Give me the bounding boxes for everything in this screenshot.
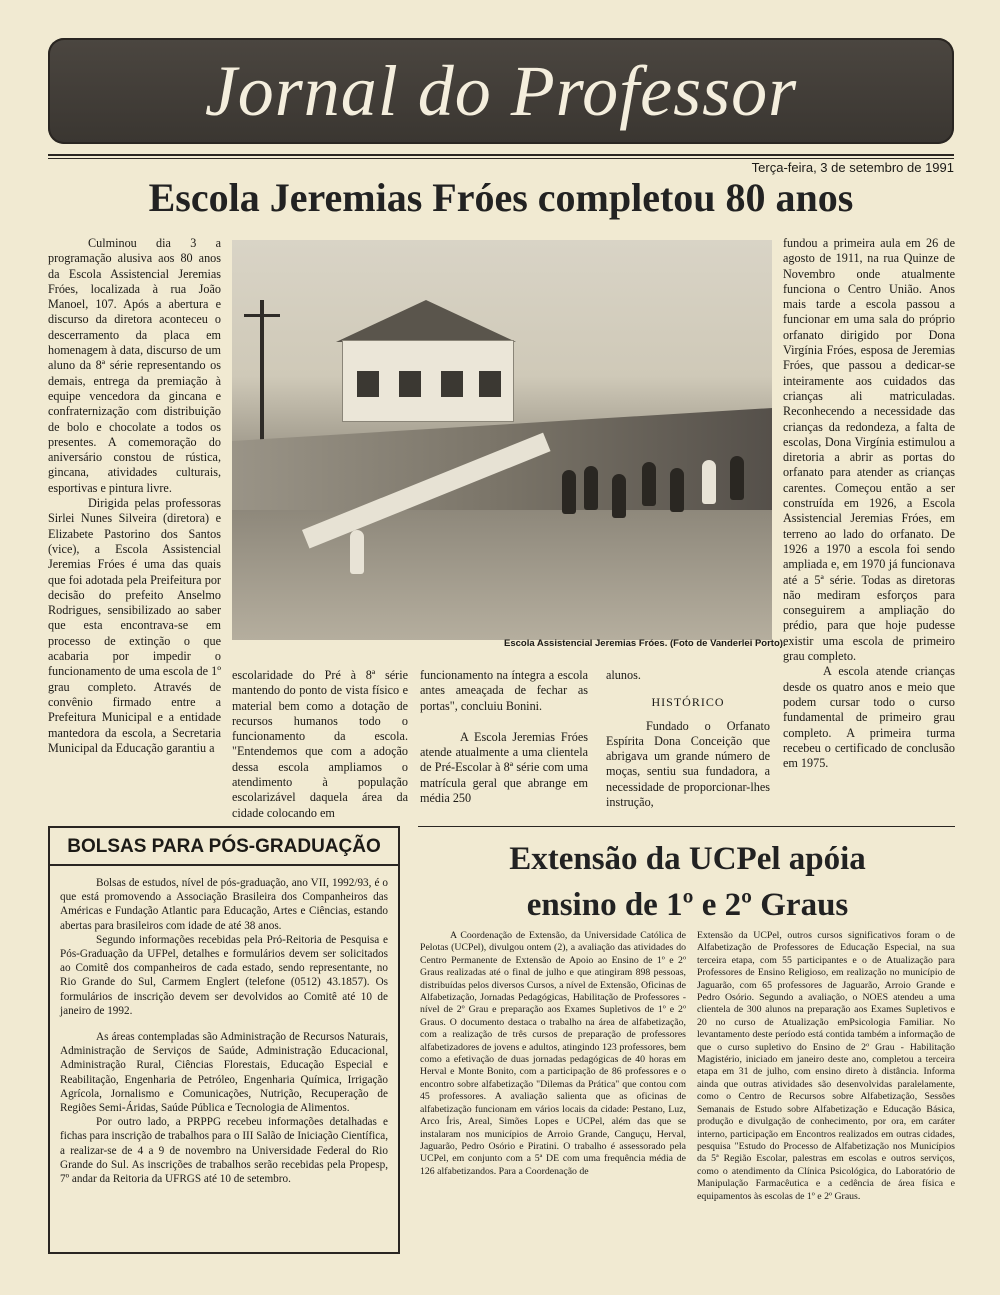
main-story-column-3 — [420, 668, 588, 806]
extensao-headline-line-1: Extensão da UCPel apóia — [509, 841, 866, 877]
extensao-column-1 — [420, 930, 686, 1178]
photo-person — [702, 460, 716, 504]
header-rule-thin — [48, 158, 954, 159]
main-story-column-4 — [606, 668, 770, 810]
paragraph: Fundado o Orfanato Espírita Dona Conceição que abrigava um grande número de moças, sentiu sua fundadora, a necessidade de proporcionar-lhes instrução, — [606, 718, 770, 810]
photo-pole — [260, 300, 264, 460]
main-headline: Escola Jeremias Fróes completou 80 anos — [148, 175, 854, 220]
photo-person — [612, 474, 626, 518]
main-story-column-5 — [783, 236, 955, 771]
photo-window — [357, 371, 379, 397]
masthead — [48, 38, 954, 144]
photo-person — [562, 470, 576, 514]
paragraph: funcionamento na íntegra a escola antes ameaçada de fechar as portas", concluiu Bonini. — [420, 668, 588, 713]
paragraph: fundou a primeira aula em 26 de agosto de 1911, na rua Quinze de Novembro onde atualmente funciona o Centro União. Anos mais tarde a escola passou a funcionar em uma sala do próprio orfanato dirigido por Dona Virgínia Fróes, esposa de Jeremias Fróes, que passou a dedicar-se inteiramente aos cuidados das crianças ali matriculadas. Reconhecendo a necessidade das crianças da redondeza, a falta de escolas, Dona Virgínia estimulou a diretoria a abrir as portas do orfanato para atender as crianças carentes. Começou então a ser construída em 1926, a Escola Assistencial Jeremias Fróes, em terreno ao lado do orfanato. De 1926 a 1970 a escola foi sendo ampliada e, em 1970 já funcionava até a 5ª série. Todas as diretoras não mediram esforços para conseguirem a ampliação do prédio, para que hoje pudesse existir uma escola de primeiro grau completo. — [783, 236, 955, 664]
photo-pole-arm — [244, 314, 280, 317]
photo-person — [584, 466, 598, 510]
paragraph: Extensão da UCPel, outros cursos significativos foram o de Alfabetização de Professores de Educação Especial, na sua terceira etapa, com 55 participantes e o de Atualização para Professores de Ensino Religioso, em realização no município de Jaguarão, com 65 professores de Jaguarão, Arroio Grande e Pedro Osório. Segundo a avaliação, o NOES atendeu a uma clientela de 300 alunos na preparação aos Exames Supletivos e 20 no curso de Atualização emPsicologia Familiar. No levantamento deste período está contida também a informação de que o curso supletivo do Ensino de 2º Grau - Habilitação Magistério, iniciado em janeiro deste ano, completou a terceira etapa em 31 de julho, com ensino direto à distância. Informa ainda que outras atividades são desenvolvidas paralelamente, como o Centro de Recursos sobre Alfabetização, Sessões Semanais de Estudo sobre Alfabetização e Educação Básica, produção e divulgação de conhecimento, por ora, em caráter interno, participação em Encontros realizados em outras cidades, pesquisa "Estudo do Processo de Alfabetização nos Municípios da 5ª Região Escolar, palestras em escolas e outros serviços, como o atendimento da Clínica Psicológica, do Laboratório de Manipulação Farmacêutica e a cedência de área física e equipamentos às escolas de 1º e 2º Graus. — [697, 930, 955, 1202]
photo-window — [441, 371, 463, 397]
main-story-column-1 — [48, 236, 221, 756]
photo-person — [730, 456, 744, 500]
paragraph: Segundo informações recebidas pela Pró-Reitoria de Pesquisa e Pós-Graduação da UFPel, detalhes e formulários devem ser solicitados ao Comitê dos companheiros de cada estado, sendo representante, no Rio Grande do Sul, Carmem Englert (telefone (0512) 43.1857). Os formulários de inscrição devem ser devolvidos ao Comitê até 10 de janeiro de 1992. — [60, 933, 388, 1017]
paragraph: Culminou dia 3 a programação alusiva aos 80 anos da Escola Assistencial Jeremias Fróes, localizada à rua João Manoel, 107. Após a abertura e discurso da diretora aconteceu o descerramento da placa em homenagem à data, discurso de um aluno da 8ª série representando os demais, entrega da premiação à equipe vencedora da gincana e confraternização com distribuição de bolo e chocolate a todos os presentes. A comemoração do aniversário constou de rústica, gincana, atividades culturais, esportivas e pintura livre. — [48, 236, 221, 495]
photo-person — [670, 468, 684, 512]
bolsas-box — [48, 826, 400, 1254]
paragraph: A Escola Jeremias Fróes atende atualmente a uma clientela de Pré-Escolar à 8ª série com uma matrícula geral que abrange em média 250 — [420, 729, 588, 806]
paragraph: Por outro lado, a PRPPG recebeu informações detalhadas e fichas para inscrição de trabalhos para o III Salão de Iniciação Científica, a realizar-se de 4 a 9 de novembro na Universidade Federal do Rio Grande do Sul. As inscrições de trabalhos serão recebidas pela Propesp, 7º andar da Reitoria da UFRGS até 10 de setembro. — [60, 1116, 389, 1186]
paragraph: A escola atende crianças desde os quatro anos e meio que podem cursar todo o curso fundamental de primeiro grau completo. A primeira turma recebeu o certificado de conclusão em 1975. — [783, 664, 955, 771]
photo-caption: Escola Assistencial Jeremias Fróes. (Foto de Vanderlei Porto). — [504, 638, 786, 649]
paragraph: alunos. — [606, 668, 641, 682]
photo-window — [399, 371, 421, 397]
paragraph: As áreas contempladas são Administração de Recursos Naturais, Administração de Serviços de Saúde, Administração Educacional, Administração Rural, Ciências Florestais, Educação Especial e Reabilitação, Engenharia de Petróleo, Engenharia Química, Irrigação Agrícola, Jornalismo e Comunicações, Nutrição, Recuperação de Regiões Semi-Áridas, Saúde Pública e Tecnologia de Alimentos. — [60, 1031, 388, 1115]
masthead-title: Jornal do Professor — [204, 50, 798, 131]
photo-window — [479, 371, 501, 397]
photo-person — [350, 530, 364, 574]
extensao-headline — [420, 836, 955, 928]
main-story-column-2 — [232, 668, 408, 821]
paragraph: Dirigida pelas professoras Sirlei Nunes Silveira (diretora) e Elizabete Pastorino dos Santos (vice), a Escola Assistencial Jeremias Fróes é uma das quais que foi adotada pela Preifeitura por decisão do prefeito Anselmo Rodrigues, sensibilizado ao saber que esta encontrava-se em processo de extinção o que acabaria por impedir o funcionamento de uma escola de 1º grau completo. Através de convênio firmado entre a Prefeitura Municipal e a entidade mantedora da escola, a Secretaria Municipal da Educação garantiu a — [48, 496, 221, 755]
paragraph: escolaridade do Pré à 8ª série mantendo do ponto de vista físico e material bem como a dotação de recursos humanos todo o funcionamento da escola. "Entendemos que com a adoção dessa escola ampliamos o atendimento à população escolarizável daquela área da cidade colocando em — [232, 668, 408, 820]
extensao-headline-line-2: ensino de 1º e 2º Graus — [526, 887, 849, 923]
paragraph: Bolsas de estudos, nível de pós-graduação, ano VII, 1992/93, é o que está promovendo a Associação Brasileira dos Companheiros das Américas e Fundação Atlantic para Educação, Artes e Ciências, estando abertas para brasileiros com idade de até 38 anos. — [60, 877, 388, 932]
section-subhead: HISTÓRICO — [651, 695, 725, 710]
photo-building — [342, 340, 514, 422]
photo-person — [642, 462, 656, 506]
header-rule — [48, 154, 954, 156]
section-rule — [418, 826, 955, 827]
paragraph: A Coordenação de Extensão, da Universidade Católica de Pelotas (UCPel), divulgou ontem (2), a avaliação das atividades do Centro Permanente de Extensão de Apoio ao Ensino de 1º e 2º Graus realizadas até o final de julho e que atingiram 898 pessoas, distribuídas pelos diversos Cursos, a nível de Extensão, Oficinas de Alfabetização, Jornadas Pedagógicas, Habilitação de Professores - nível de 2º Grau e preparação aos Exames Supletivos de 1º e 2º Graus. O documento destaca o trabalho na área de alfabetização, com a realização de três cursos de preparação de professores alfabetizadores de jovens e adultos, atingindo 123 professores, bem como a efetivação de duas jornadas pedagógicas de 40 horas em Herval e Monte Bonito, com a participação de 86 professores e o encontro sobre alfabetização "Dilemas da Prática" que contou com 45 professores. A avaliação salienta que as oficinas de alfabetização funcionam em vários locais da cidade: Pestano, Luz, Arco Íris, Areal, Simões Lopes e UCPel, além das que se instalaram nos municípios de Arroio Grande, Canguçu, Herval, Jaguarão, Pedro Osório e Piratini. O trabalho é assessorado pela UCPel, em conjunto com a 5ª DE com uma frequência média de 126 alfabetizandos. Para a Coordenação de — [420, 930, 686, 1177]
dateline: Terça-feira, 3 de setembro de 1991 — [751, 160, 954, 175]
bolsas-title: BOLSAS PARA PÓS-GRADUAÇÃO — [50, 828, 398, 866]
extensao-column-2 — [697, 930, 955, 1203]
school-photo — [232, 240, 772, 640]
photo-roof — [336, 300, 516, 342]
